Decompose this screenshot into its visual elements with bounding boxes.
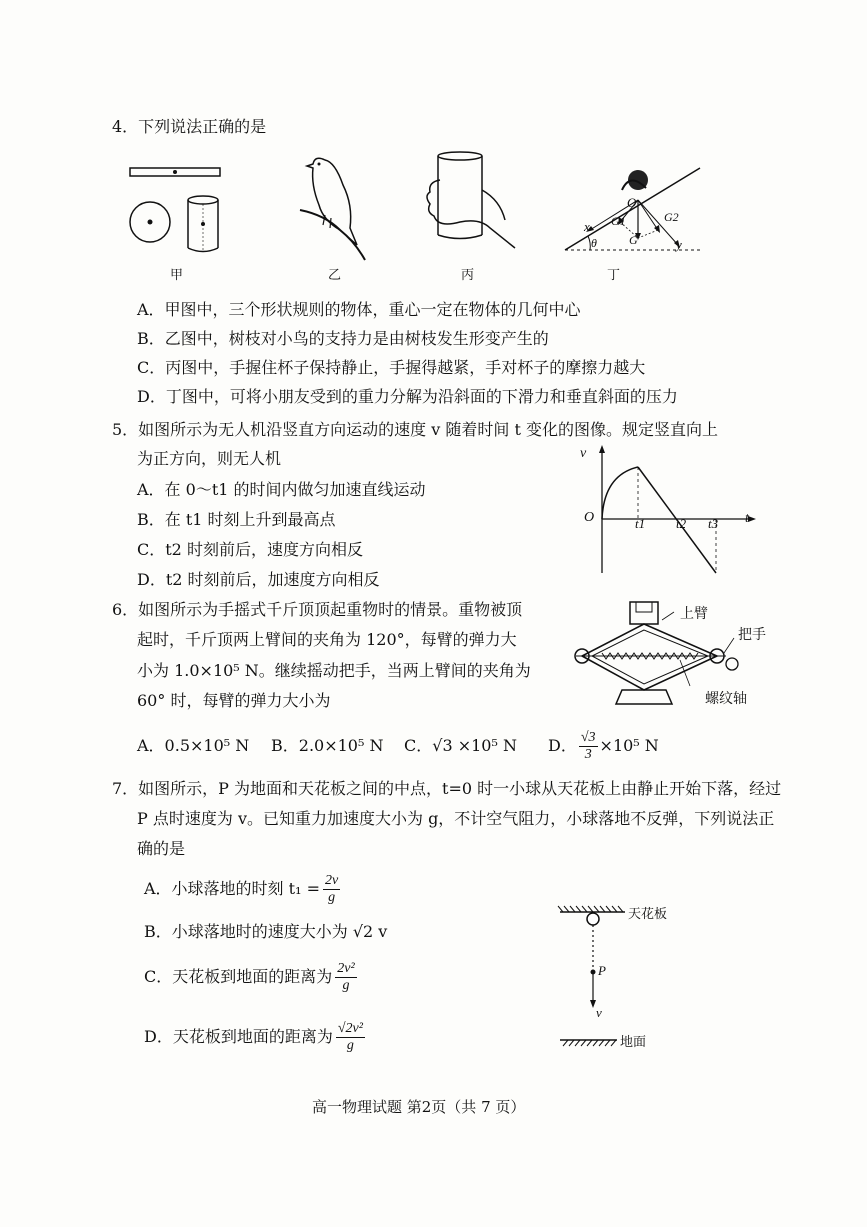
q7-option-c-numerator: 2v² <box>337 960 355 976</box>
q5-graph-t2-label: t2 <box>676 516 687 531</box>
q6-stem-line3: 小为 1.0×10⁵ N。继续摇动把手，当两上臂间的夹角为 <box>137 661 531 680</box>
q5-option-c[interactable]: C．t2 时刻前后，速度方向相反 <box>137 540 363 559</box>
q7-falling-ball-figure <box>555 902 635 1052</box>
q5-graph-t3-label: t3 <box>708 516 719 531</box>
q6-option-c-prefix: C． <box>404 736 433 755</box>
q6-option-d-denominator: 3 <box>584 746 592 762</box>
q5-vt-graph <box>590 445 760 575</box>
q4-option-c[interactable]: C．丙图中，手握住杯子保持静止，手握得越紧，手对杯子的摩擦力越大 <box>137 358 646 377</box>
q5-graph-v-label: v <box>580 446 587 461</box>
fig4d-g2-label: G2 <box>664 210 679 224</box>
q6-stem-line4: 60° 时，每臂的弹力大小为 <box>137 691 331 710</box>
q5-option-a[interactable]: A．在 0～t1 的时间内做匀加速直线运动 <box>137 480 426 499</box>
q6-label-handle: 把手 <box>738 627 766 643</box>
q6-label-upper-arm: 上臂 <box>680 606 708 622</box>
q5-graph-origin-label: O <box>584 510 595 525</box>
q6-option-b[interactable]: B．2.0×10⁵ N <box>271 736 384 755</box>
fig4d-g1-label: G1 <box>611 214 626 228</box>
figure-4c <box>420 150 520 255</box>
fig4d-y-label: y <box>676 237 682 252</box>
fig4d-theta-label: θ <box>591 236 597 250</box>
q7-option-a-fraction <box>323 873 340 906</box>
fig4d-g-label: G <box>629 233 638 247</box>
q7-option-a-text: A．小球落地的时刻 t₁ = <box>144 879 320 898</box>
q6-option-d-suffix: ×10⁵ N <box>599 736 659 755</box>
figure-4a <box>125 160 235 260</box>
q6-option-d-numerator: √3 <box>580 729 596 745</box>
q5-option-b[interactable]: B．在 t1 时刻上升到最高点 <box>137 510 336 529</box>
q6-option-a[interactable]: A．0.5×10⁵ N <box>137 736 250 755</box>
q7-ceiling-label: 天花板 <box>628 907 668 922</box>
q7-option-c-text: C．天花板到地面的距离为 <box>144 967 333 986</box>
q7-p-label: P <box>598 963 606 978</box>
q6-option-c[interactable] <box>404 735 517 757</box>
q4-stem: 4．下列说法正确的是 <box>112 117 267 136</box>
q7-stem-line2: P 点时速度为 v。已知重力加速度大小为 g，不计空气阻力，小球落地不反弹，下列说法正 <box>137 809 775 828</box>
q6-option-d-fraction <box>579 730 598 763</box>
q7-ground-label: 地面 <box>620 1035 647 1050</box>
q6-option-d-prefix: D． <box>548 736 577 755</box>
caption-yi: 乙 <box>328 268 342 283</box>
caption-bing: 丙 <box>461 268 475 283</box>
q7-stem-line3: 确的是 <box>137 839 186 858</box>
q7-v-label: v <box>596 1005 602 1020</box>
q6-stem-line2: 起时，千斤顶两上臂间的夹角为 120°，每臂的弹力大 <box>137 630 517 649</box>
q6-option-d[interactable] <box>548 724 659 768</box>
q5-stem-line1: 5．如图所示为无人机沿竖直方向运动的速度 v 随着时间 t 变化的图像。规定竖直向上 <box>112 420 718 439</box>
q7-option-a-numerator: 2v <box>324 872 339 888</box>
q5-option-d[interactable]: D．t2 时刻前后，加速度方向相反 <box>137 570 380 589</box>
q5-stem-line2: 为正方向，则无人机 <box>137 449 282 468</box>
q7-option-d-text: D．天花板到地面的距离为 <box>144 1027 333 1046</box>
q7-option-d-numerator: √2v² <box>337 1020 363 1036</box>
q5-graph-t1-label: t1 <box>635 516 646 531</box>
q7-option-d[interactable] <box>144 1014 365 1060</box>
q7-option-a[interactable] <box>144 866 340 912</box>
q7-option-b[interactable]: B．小球落地时的速度大小为 √2 v <box>144 922 388 941</box>
q4-option-d[interactable]: D．丁图中，可将小朋友受到的重力分解为沿斜面的下滑力和垂直斜面的压力 <box>137 387 678 406</box>
fig4d-x-label: x <box>584 219 590 234</box>
q7-option-c-denominator: g <box>342 977 350 993</box>
q7-option-c-fraction <box>335 961 356 994</box>
q7-stem-line1: 7．如图所示，P 为地面和天花板之间的中点，t=0 时一小球从天花板上由静止开始下落，经过 <box>112 779 782 798</box>
fig4d-o-label: O <box>627 195 637 210</box>
caption-jia: 甲 <box>170 268 184 283</box>
q6-label-screw: 螺纹轴 <box>705 691 747 707</box>
q7-option-d-denominator: g <box>346 1037 354 1053</box>
caption-ding: 丁 <box>607 268 621 283</box>
q7-option-a-denominator: g <box>328 889 336 905</box>
page-footer: 高一物理试题 第2页（共 7 页） <box>312 1098 526 1116</box>
q4-option-b[interactable]: B．乙图中，树枝对小鸟的支持力是由树枝发生形变产生的 <box>137 329 549 348</box>
q6-option-c-value: √3 ×10⁵ N <box>432 736 517 755</box>
q4-option-a[interactable]: A．甲图中，三个形状规则的物体，重心一定在物体的几何中心 <box>137 300 581 319</box>
figure-4b <box>295 150 375 260</box>
q7-option-d-fraction <box>336 1021 365 1054</box>
q5-graph-t-label: t <box>745 511 749 526</box>
q7-option-c[interactable] <box>144 954 357 1000</box>
q6-stem-line1: 6．如图所示为手摇式千斤顶顶起重物时的情景。重物被顶 <box>112 600 523 619</box>
